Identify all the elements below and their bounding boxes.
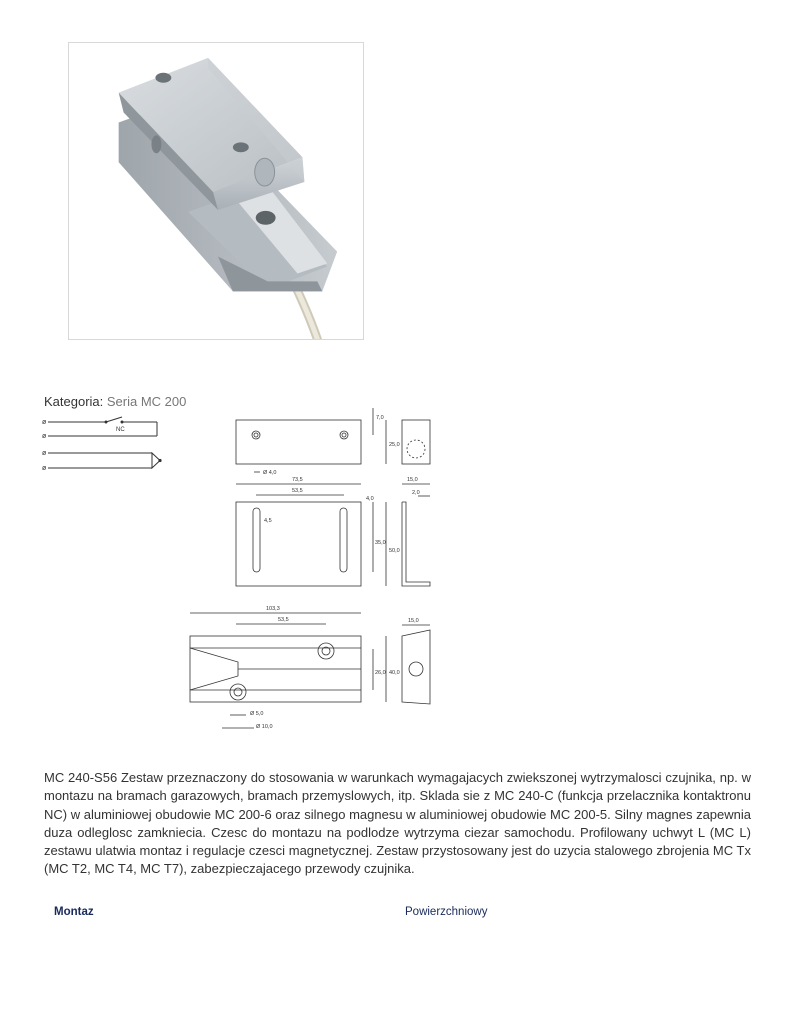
dim-73: 73,5 (292, 477, 303, 483)
spec-value-montaz: Powierzchniowy (405, 906, 488, 918)
dim-40: 40,0 (389, 670, 400, 676)
dim-4: 4,0 (366, 496, 374, 502)
nc-label: NC (116, 427, 125, 433)
technical-drawing (186, 404, 438, 736)
terminal-2: ø (42, 433, 47, 440)
dim-26: 26,0 (375, 670, 386, 676)
product-description: MC 240-S56 Zestaw przeznaczony do stosowania w warunkach wymagajacych zwiekszonej wytrzymalosci czujnika, np. w montazu na bramach garazowych, bramach przemyslowych, itp. Sklada sie z MC 240-C (funkcja przelacznika kontaktronu NC) w aluminiowej obudowie MC 200-6 oraz silnego magnesu w aluminiowej obudowie MC 200-5. Silny magnes zapewnia duza odleglosc zamkniecia. Czesc do montazu na podlodze wytrzyma ciezar samochodu. Profilowany uchwyt L (MC L) zestawu ulatwia montaz i regulacje czesci magnetycznej. Zestaw przystosowany jest do uzycia stalowego zbrojenia MC Tx (MC T2, MC T4, MC T7), zabezpieczajacego przewody czujnika. (44, 770, 751, 877)
category-label: Kategoria: (44, 394, 104, 409)
wiring-diagram (40, 416, 170, 472)
spec-label-montaz: Montaz (54, 906, 94, 918)
dim-slot: 4,5 (264, 518, 272, 524)
category-link[interactable]: Seria MC 200 (106, 394, 187, 409)
dim-50: 50,0 (389, 548, 400, 554)
dim-53-top: 53,5 (292, 488, 303, 494)
category-line (44, 394, 186, 409)
sensor-illustration (69, 43, 363, 339)
product-photo (68, 42, 364, 340)
dim-25: 25,0 (389, 442, 400, 448)
dim-35: 35,0 (375, 540, 386, 546)
dim-d5: Ø 5,0 (250, 711, 264, 717)
terminal-4: ø (42, 465, 47, 472)
dim-15-bottom: 15,0 (408, 618, 419, 624)
dim-7: 7,0 (376, 415, 384, 421)
dim-2: 2,0 (412, 490, 420, 496)
terminal-1: ø (42, 419, 47, 426)
dim-hole: Ø 4,0 (263, 470, 277, 476)
terminal-3: ø (42, 450, 47, 457)
dim-53-bottom: 53,5 (278, 617, 289, 623)
dim-103: 103,3 (266, 606, 280, 612)
dim-d10: Ø 10,0 (256, 724, 273, 730)
dim-15-top: 15,0 (407, 477, 418, 483)
